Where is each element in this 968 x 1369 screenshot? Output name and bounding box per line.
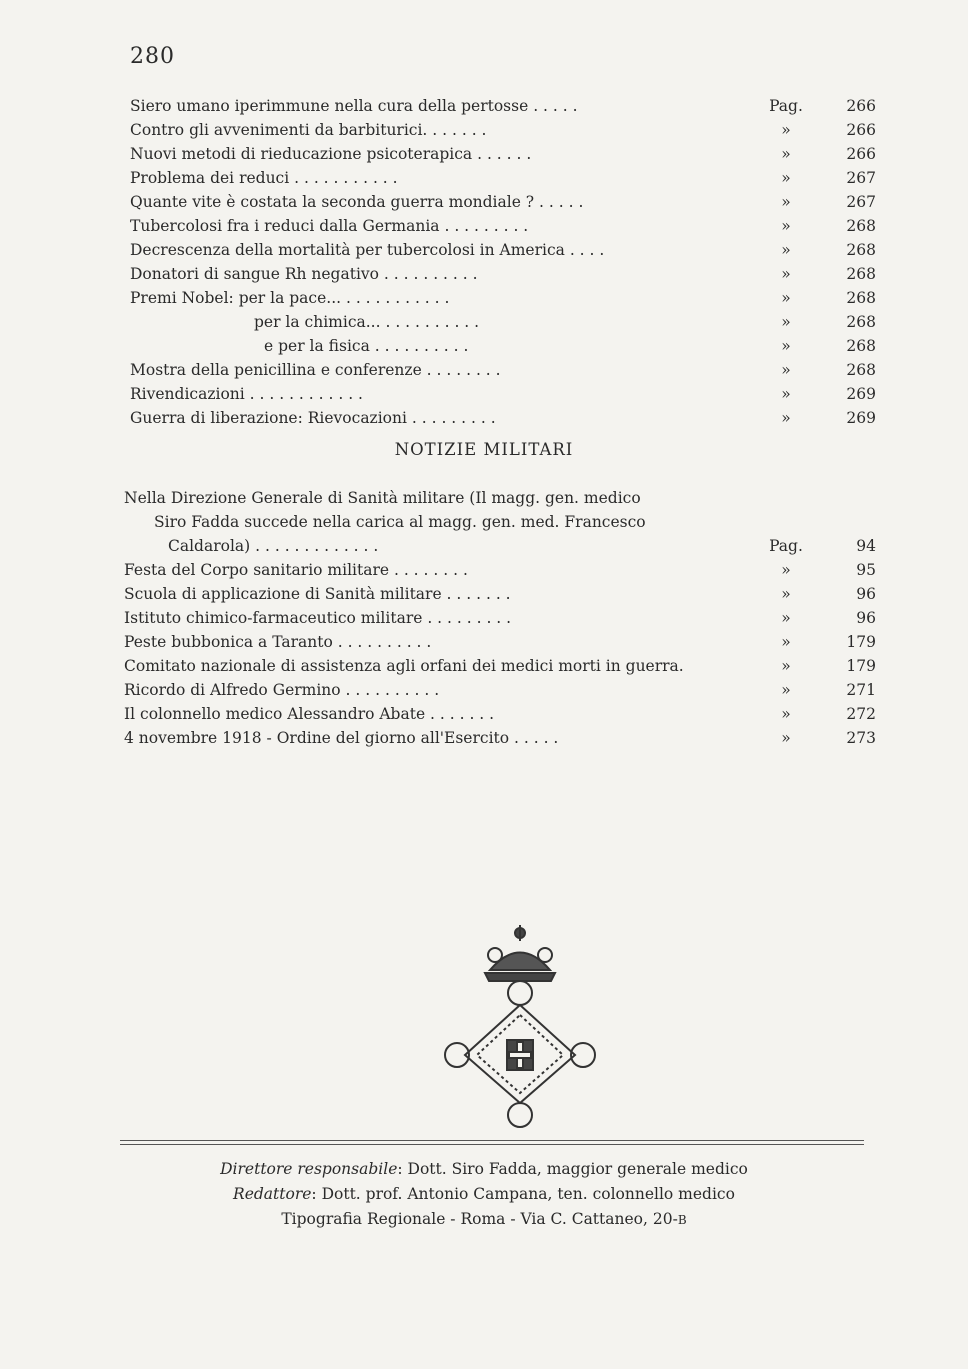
toc-entry — [124, 534, 876, 558]
colophon — [0, 1157, 968, 1233]
toc-ditto: » — [781, 193, 791, 211]
toc-ditto: Pag. — [769, 97, 803, 115]
toc-military — [124, 486, 876, 750]
toc-entry — [130, 214, 876, 238]
toc-ditto: » — [781, 729, 791, 747]
printer-suffix: B — [677, 1213, 687, 1227]
toc-page: 268 — [846, 361, 876, 379]
toc-page: 273 — [846, 729, 876, 747]
toc-title: Festa del Corpo sanitario militare . . . . . . . . — [124, 561, 468, 579]
toc-ditto: Pag. — [769, 537, 803, 555]
toc-title: 4 novembre 1918 - Ordine del giorno all'Esercito . . . . . — [124, 729, 559, 747]
toc-ditto: » — [781, 145, 791, 163]
editor-label: Redattore — [233, 1185, 312, 1203]
toc-page: 267 — [846, 193, 876, 211]
toc-ditto: » — [781, 217, 791, 235]
toc-title: Nella Direzione Generale di Sanità militare (Il magg. gen. medico — [124, 489, 641, 507]
toc-ditto: » — [781, 121, 791, 139]
toc-title: Scuola di applicazione di Sanità militare . . . . . . . — [124, 585, 511, 603]
toc-ditto: » — [781, 561, 791, 579]
toc-page: 179 — [846, 657, 876, 675]
toc-title: Comitato nazionale di assistenza agli orfani dei medici morti in guerra. — [124, 657, 684, 675]
toc-ditto: » — [781, 657, 791, 675]
toc-page: 268 — [846, 313, 876, 331]
director-label: Direttore responsabile — [220, 1160, 398, 1178]
toc-page: 179 — [846, 633, 876, 651]
toc-entry — [124, 702, 876, 726]
page-number: 280 — [130, 44, 175, 69]
toc-title: Problema dei reduci . . . . . . . . . . . — [130, 169, 398, 187]
toc-title: e per la fisica . . . . . . . . . . — [264, 337, 469, 355]
editor-name: Dott. prof. Antonio Campana, ten. colonnello medico — [321, 1185, 735, 1203]
section-title: NOTIZIE MILITARI — [394, 440, 574, 459]
toc-general — [130, 94, 876, 430]
toc-entry — [130, 310, 876, 334]
toc-ditto: » — [781, 705, 791, 723]
toc-entry — [124, 630, 876, 654]
toc-title: Tubercolosi fra i reduci dalla Germania . . . . . . . . . — [130, 217, 529, 235]
toc-entry — [130, 358, 876, 382]
toc-title: Rivendicazioni . . . . . . . . . . . . — [130, 385, 363, 403]
cross-of-savoy-icon — [445, 981, 595, 1127]
toc-page: 272 — [846, 705, 876, 723]
toc-title: Ricordo di Alfredo Germino . . . . . . . . . . — [124, 681, 440, 699]
toc-title: Nuovi metodi di rieducazione psicoterapica . . . . . . — [130, 145, 532, 163]
divider-rule — [120, 1140, 864, 1141]
toc-title: Siero umano iperimmune nella cura della pertosse . . . . . — [130, 97, 578, 115]
toc-entry — [130, 118, 876, 142]
toc-title: Decrescenza della mortalità per tubercolosi in America . . . . — [130, 241, 605, 259]
toc-ditto: » — [781, 633, 791, 651]
toc-page: 268 — [846, 265, 876, 283]
crown-icon — [485, 925, 555, 981]
toc-entry — [130, 382, 876, 406]
toc-entry — [124, 486, 876, 510]
toc-ditto: » — [781, 313, 791, 331]
toc-ditto: » — [781, 681, 791, 699]
toc-entry — [130, 238, 876, 262]
toc-entry — [124, 558, 876, 582]
toc-ditto: » — [781, 337, 791, 355]
toc-page: 266 — [846, 121, 876, 139]
toc-title: Premi Nobel: per la pace... . . . . . . . . . . . — [130, 289, 450, 307]
toc-ditto: » — [781, 361, 791, 379]
toc-entry — [124, 678, 876, 702]
toc-page: 269 — [846, 409, 876, 427]
toc-entry — [124, 606, 876, 630]
toc-page: 95 — [856, 561, 876, 579]
toc-entry — [130, 94, 876, 118]
toc-entry — [130, 166, 876, 190]
toc-title: Quante vite è costata la seconda guerra mondiale ? . . . . . — [130, 193, 584, 211]
toc-title: Peste bubbonica a Taranto . . . . . . . . . . — [124, 633, 432, 651]
toc-ditto: » — [781, 241, 791, 259]
toc-ditto: » — [781, 289, 791, 307]
colophon-director: Direttore responsabile: Dott. Siro Fadda, maggior generale medico — [220, 1160, 748, 1178]
toc-entry — [130, 286, 876, 310]
savoy-cross-emblem — [435, 915, 605, 1145]
toc-ditto: » — [781, 169, 791, 187]
toc-title: Istituto chimico-farmaceutico militare . . . . . . . . . — [124, 609, 512, 627]
toc-page: 266 — [846, 97, 876, 115]
divider-rule — [120, 1144, 864, 1145]
toc-ditto: » — [781, 609, 791, 627]
toc-entry — [124, 726, 876, 750]
colophon-editor: Redattore: Dott. prof. Antonio Campana, ten. colonnello medico — [233, 1185, 735, 1203]
toc-ditto: » — [781, 585, 791, 603]
toc-page: 268 — [846, 241, 876, 259]
toc-entry — [124, 510, 876, 534]
toc-entry — [130, 142, 876, 166]
toc-entry — [130, 262, 876, 286]
toc-page: 268 — [846, 289, 876, 307]
toc-entry — [124, 654, 876, 678]
toc-title: Caldarola) . . . . . . . . . . . . . — [168, 537, 379, 555]
toc-entry — [124, 582, 876, 606]
toc-ditto: » — [781, 265, 791, 283]
toc-title: Contro gli avvenimenti da barbiturici. . . . . . . — [130, 121, 487, 139]
toc-title: Il colonnello medico Alessandro Abate . . . . . . . — [124, 705, 495, 723]
toc-title: Mostra della penicillina e conferenze . . . . . . . . — [130, 361, 501, 379]
toc-page: 271 — [846, 681, 876, 699]
toc-page: 266 — [846, 145, 876, 163]
toc-page: 269 — [846, 385, 876, 403]
toc-ditto: » — [781, 409, 791, 427]
toc-title: per la chimica... . . . . . . . . . . — [254, 313, 480, 331]
toc-ditto: » — [781, 385, 791, 403]
toc-entry — [130, 334, 876, 358]
toc-entry — [130, 406, 876, 430]
director-name: Dott. Siro Fadda, maggior generale medico — [407, 1160, 748, 1178]
toc-title: Donatori di sangue Rh negativo . . . . . . . . . . — [130, 265, 478, 283]
toc-page: 94 — [856, 537, 876, 555]
toc-page: 96 — [856, 609, 876, 627]
toc-title: Siro Fadda succede nella carica al magg. gen. med. Francesco — [154, 513, 646, 531]
toc-page: 96 — [856, 585, 876, 603]
toc-title: Guerra di liberazione: Rievocazioni . . . . . . . . . — [130, 409, 496, 427]
colophon-printer — [0, 1207, 968, 1233]
toc-page: 267 — [846, 169, 876, 187]
toc-page: 268 — [846, 337, 876, 355]
printer-text: Tipografia Regionale - Roma - Via C. Cattaneo, 20- — [281, 1210, 678, 1228]
toc-page: 268 — [846, 217, 876, 235]
toc-entry — [130, 190, 876, 214]
